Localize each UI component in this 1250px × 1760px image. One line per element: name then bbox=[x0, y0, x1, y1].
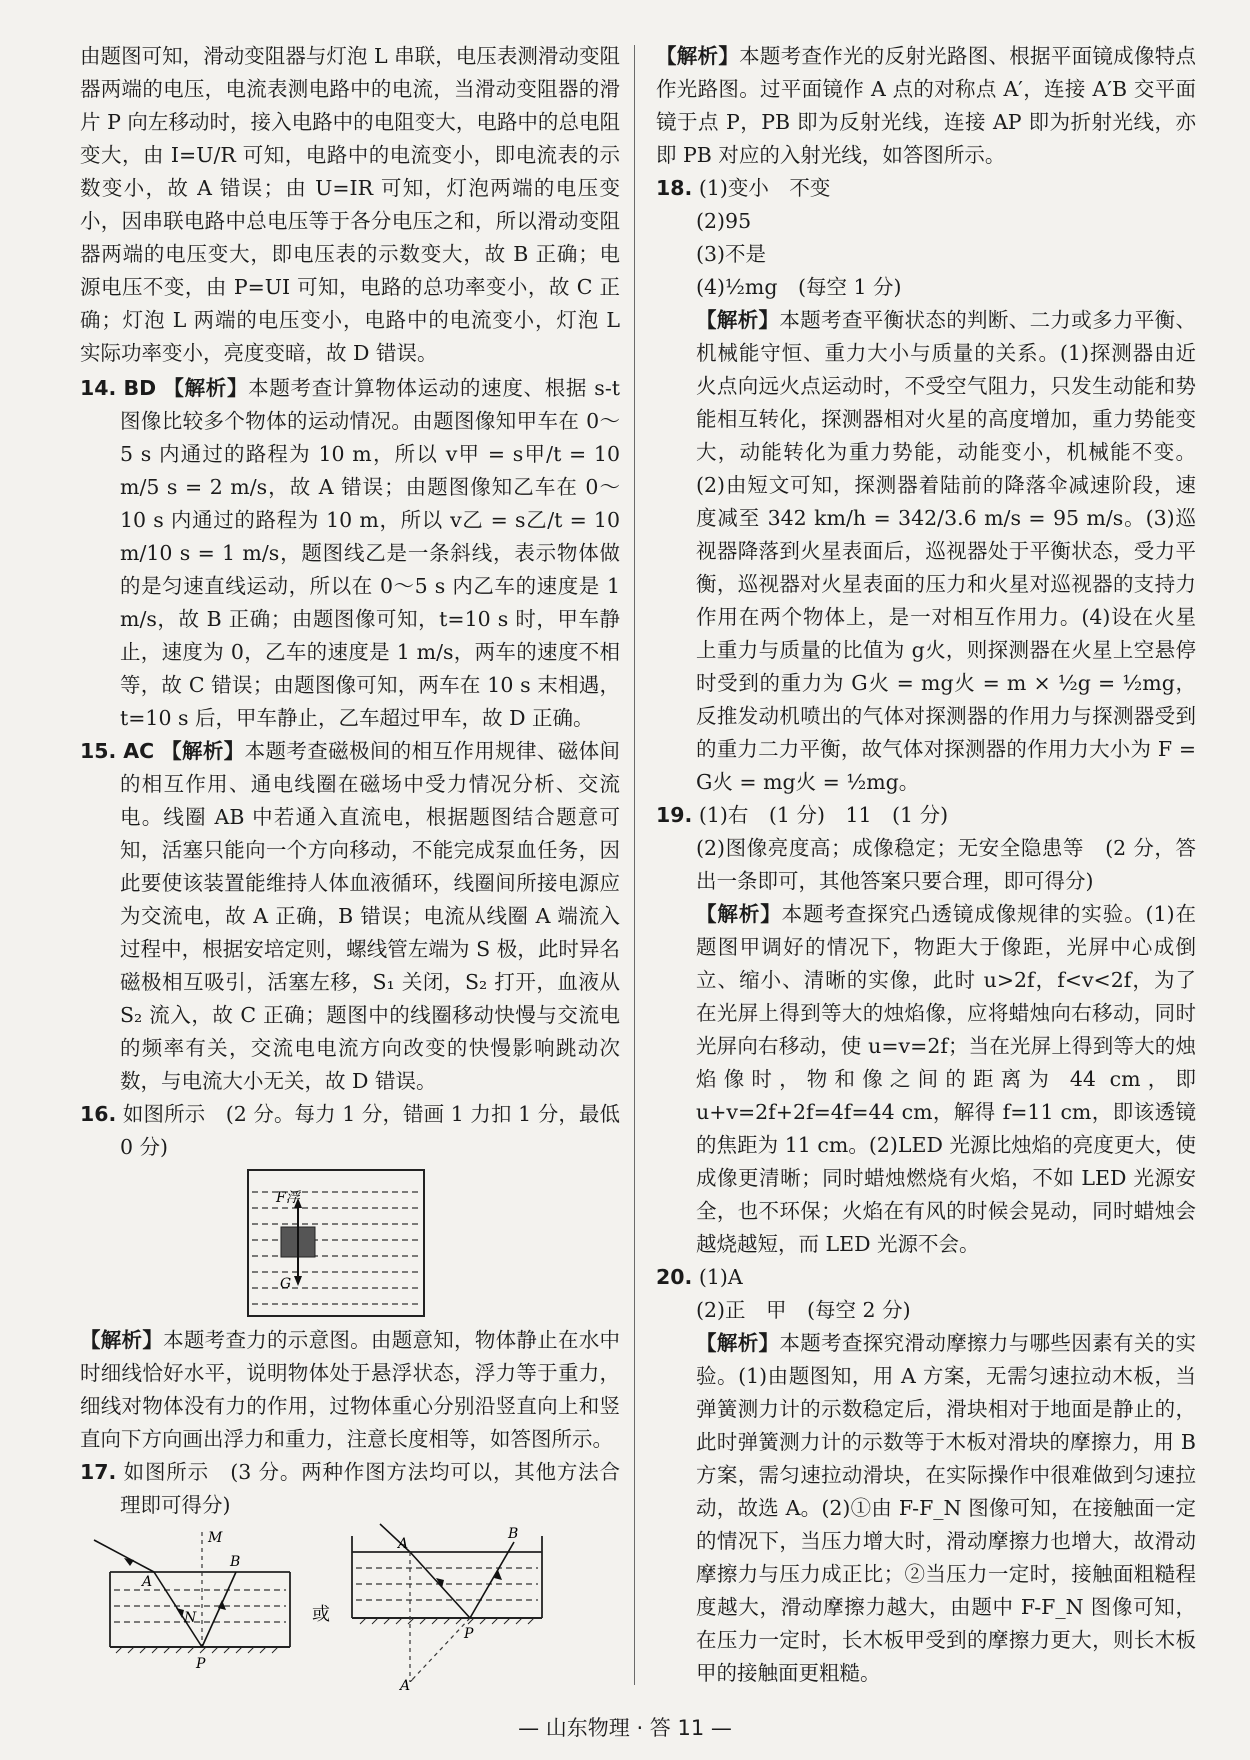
svg-text:P: P bbox=[196, 1656, 206, 1672]
diagram-reflection-1 bbox=[94, 1530, 290, 1672]
q16-explanation-block bbox=[80, 1324, 620, 1456]
q13-explanation-continued: 由题图可知，滑动变阻器与灯泡 L 串联，电压表测滑动变阻器两端的电压，电流表测电路中的电流，当滑动变阻器的滑片 P 向左移动时，接入电路中的电阻变大，电路中的总电阻变大，由 I=U/R 可知，电路中的电流变小，即电流表的示数变小，故 A 错误；由 U=IR 可知，灯泡两端的电压变小，因串联电路中总电压等于各分电压之和，所以滑动变阻器两端的电压变大，即电压表的示数变大，故 B 正确；电源电压不变，由 P=UI 可知，电路的总功率变小，故 C 正确；灯泡 L 两端的电压变小，电路中的电流变小，灯泡 L 实际功率变小，亮度变暗，故 D 错误。 bbox=[80, 44, 620, 365]
right-column bbox=[656, 40, 1196, 1690]
q19-part1: (1)右 (1 分) 11 (1 分) bbox=[698, 803, 949, 827]
svg-text:B: B bbox=[508, 1526, 519, 1542]
q14-answer bbox=[80, 372, 620, 735]
svg-text:A′: A′ bbox=[400, 1678, 414, 1692]
q18-part3: (3)不是 bbox=[696, 242, 767, 266]
buoyancy-label: F浮 bbox=[276, 1190, 300, 1206]
q20-answer bbox=[656, 1261, 1196, 1294]
q15-explanation: 本题考查磁极间的相互作用规律、磁体间的相互作用、通电线圈在磁场中受力情况分析、交流电。线圈 AB 中若通入直流电，根据题图结合题意可知，活塞只能向一个方向移动，不能完成泵血任务，因此要使该装置能维持人体血液循环，线圈间所接电源应为交流电，故 A 正确，B 错误；电流从线圈 A 端流入过程中，根据安培定则，螺线管左端为 S 极，此时异名磁极相互吸引，活塞左移，S₁ 关闭，S₂ 打开，血液从 S₂ 流入，故 C 正确；题图中的线圈移动快慢与交流电的频率有关，交流电电流方向改变的快慢影响跳动次数，与电流大小无关，故 D 错误。 bbox=[120, 739, 620, 1093]
or-label: 或 bbox=[312, 1604, 330, 1625]
q14-number: 14. bbox=[80, 376, 117, 400]
left-column bbox=[80, 40, 620, 1692]
q16-explanation: 本题考查力的示意图。由题意知，物体静止在水中时细线恰好水平，说明物体处于悬浮状态，浮力等于重力，细线对物体没有力的作用，过物体重心分别沿竖直向上和竖直向下方向画出浮力和重力，注意长度相等，如答图所示。 bbox=[80, 1328, 621, 1451]
q18-number: 18. bbox=[656, 176, 693, 200]
q17-answer-text: 如图所示 (3 分。两种作图方法均可以，其他方法合理即可得分) bbox=[120, 1460, 620, 1517]
q20-explanation: 本题考查探究滑动摩擦力与哪些因素有关的实验。(1)由题图知，用 A 方案，无需匀速拉动木板，当弹簧测力计的示数稳定后，滑块相对于地面是静止的，此时弹簧测力计的示数等于木板对滑块的摩擦力，用 B 方案，需匀速拉动滑块，在实际操作中很难做到匀速拉动，故选 A。(2)①由 F-F_N 图像可知，在接触面一定的情况下，当压力增大时，滑动摩擦力也增大，故滑动摩擦力与压力成正比；②当压力一定时，接触面粗糙程度越大，滑动摩擦力越大，由题中 F-F_N 图像可知，在压力一定时，长木板甲受到的摩擦力更大，则长木板甲的接触面更粗糙。 bbox=[696, 1331, 1197, 1685]
svg-text:A: A bbox=[398, 1536, 409, 1552]
q17-explanation-block bbox=[656, 40, 1196, 172]
svg-text:N: N bbox=[184, 1610, 197, 1626]
q15-number: 15. bbox=[80, 739, 117, 763]
q20-jiexi-tag: 【解析】 bbox=[696, 1331, 780, 1355]
svg-text:A: A bbox=[142, 1574, 153, 1590]
q14-jiexi-tag: 【解析】 bbox=[163, 376, 249, 400]
q18-explanation: 本题考查平衡状态的判断、二力或多力平衡、机械能守恒、重力大小与质量的关系。(1)探测器由近火点向远火点运动时，不受空气阻力，只发生动能和势能相互转化，探测器相对火星的高度增加，重力势能变大，动能转化为重力势能，动能变小，机械能不变。(2)由短文可知，探测器着陆前的降落伞减速阶段，速度减至 342 km/h = 342/3.6 m/s = 95 m/s。(3)巡视器降落到火星表面后，巡视器处于平衡状态，受力平衡，巡视器对火星表面的压力和火星对巡视器的支持力作用在两个物体上，是一对相互作用力。(4)设在火星上重力与质量的比值为 g火，则探测器在火星上空悬停时受到的重力为 G火 = mg火 = m × ½g = ½mg，反推发动机喷出的气体对探测器的作用力与探测器受到的重力二力平衡，故气体对探测器的作用力大小为 F = G火 = mg火 = ½mg。 bbox=[696, 308, 1197, 794]
q19-number: 19. bbox=[656, 803, 693, 827]
q16-jiexi-tag: 【解析】 bbox=[80, 1328, 164, 1352]
q17-jiexi-tag: 【解析】 bbox=[656, 44, 740, 68]
svg-text:B: B bbox=[230, 1554, 241, 1570]
svg-text:M: M bbox=[208, 1530, 223, 1546]
svg-text:P: P bbox=[464, 1626, 474, 1642]
q18-part1: (1)变小 不变 bbox=[698, 176, 831, 200]
q17-explanation: 本题考查作光的反射光路图、根据平面镜成像特点作光路图。过平面镜作 A 点的对称点 A′，连接 A′B 交平面镜于点 P，PB 即为反射光线，连接 AP 即为折射光线，亦即 PB 对应的入射光线，如答图所示。 bbox=[656, 44, 1197, 167]
q19-part2: (2)图像亮度高；成像稳定；无安全隐患等 (2 分，答出一条即可，其他答案只要合理，即可得分) bbox=[696, 836, 1196, 893]
q16-answer-text: 如图所示 (2 分。每力 1 分，错画 1 力扣 1 分，最低 0 分) bbox=[120, 1102, 620, 1159]
q14-choice: BD bbox=[123, 376, 157, 400]
q16-number: 16. bbox=[80, 1102, 117, 1126]
q19-explanation-block bbox=[656, 898, 1196, 1261]
q18-explanation-block bbox=[656, 304, 1196, 799]
q16-force-diagram bbox=[80, 1164, 620, 1324]
q19-explanation: 本题考查探究凸透镜成像规律的实验。(1)在题图甲调好的情况下，物距大于像距，光屏中心成倒立、缩小、清晰的实像，此时 u>2f，f<v<2f，为了在光屏上得到等大的烛焰像，应将蜡烛向右移动，同时光屏向右移动，使 u=v=2f；当在光屏上得到等大的烛焰像时，物和像之间的距离为 44 cm，即 u+v=2f+2f=4f=44 cm，解得 f=11 cm，即该透镜的焦距为 11 cm。(2)LED 光源比烛焰的亮度更大，使成像更清晰；同时蜡烛燃烧有火焰，不如 LED 光源安全，也不环保；火焰在有风的时候会晃动，同时蜡烛会越烧越短，而 LED 光源不会。 bbox=[696, 902, 1197, 1256]
q19-answer bbox=[656, 799, 1196, 832]
q16-answer bbox=[80, 1098, 620, 1164]
q20-number: 20. bbox=[656, 1265, 693, 1289]
q18-jiexi-tag: 【解析】 bbox=[696, 308, 780, 332]
page-footer: — 山东物理 · 答 11 — bbox=[518, 1716, 732, 1740]
q18-part4: (4)½mg (每空 1 分) bbox=[696, 275, 902, 299]
q14-explanation: 本题考查计算物体运动的速度、根据 s-t 图像比较多个物体的运动情况。由题图像知甲车在 0～5 s 内通过的路程为 10 m，所以 v甲 = s甲/t = 10 m/5 s = 2 m/s，故 A 错误；由题图像知乙车在 0～10 s 内通过的路程为 10 m，所以 v乙 = s乙/t = 10 m/10 s = 1 m/s，题图线乙是一条斜线，表示物体做的是匀速直线运动，所以在 0～5 s 内乙车的速度是 1 m/s，故 B 正确；由题图像可知，t=10 s 时，甲车静止，速度为 0，乙车的速度是 1 m/s，两车的速度不相等，故 C 错误；由题图像可知，两车在 10 s 末相遇，t=10 s 后，甲车静止，乙车超过甲车，故 D 正确。 bbox=[120, 376, 620, 730]
q17-answer bbox=[80, 1456, 620, 1522]
q18-part2: (2)95 bbox=[696, 209, 752, 233]
q20-part1: (1)A bbox=[698, 1265, 743, 1289]
diagram-reflection-2 bbox=[352, 1524, 542, 1692]
q18-answer bbox=[656, 172, 1196, 205]
q17-number: 17. bbox=[80, 1460, 117, 1484]
gravity-label: G bbox=[280, 1276, 292, 1292]
column-divider bbox=[634, 45, 635, 1685]
q17-light-diagrams bbox=[80, 1522, 620, 1692]
q20-part2: (2)正 甲 (每空 2 分) bbox=[696, 1298, 911, 1322]
q15-answer bbox=[80, 735, 620, 1098]
q15-choice: AC bbox=[123, 739, 155, 763]
q15-jiexi-tag: 【解析】 bbox=[161, 739, 245, 763]
q20-explanation-block bbox=[656, 1327, 1196, 1690]
q19-jiexi-tag: 【解析】 bbox=[696, 902, 782, 926]
